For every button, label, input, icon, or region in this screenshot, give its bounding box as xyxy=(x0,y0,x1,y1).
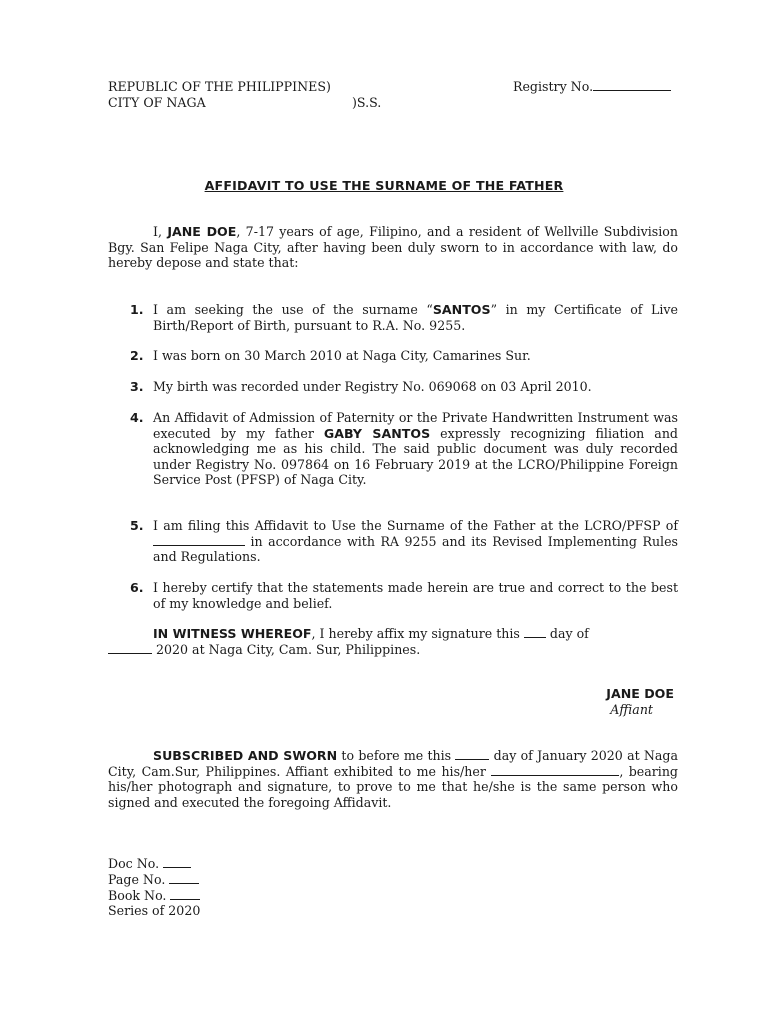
doc-no-blank xyxy=(163,856,191,868)
witness-c: 2020 at Naga City, Cam. Sur, Philippines. xyxy=(152,641,421,657)
book-no xyxy=(108,888,200,903)
item-number: 6. xyxy=(130,580,144,595)
witness-paragraph xyxy=(108,626,678,657)
doc-no-label: Doc No. xyxy=(108,856,160,871)
month-blank xyxy=(108,642,152,654)
item-number: 2. xyxy=(130,348,144,363)
registry-field xyxy=(513,79,671,94)
witness-b: day of xyxy=(545,626,589,641)
item-text-a: An Affidavit of Admission of Paternity or the Private Handwritten Instrument was executed by my father xyxy=(153,410,678,441)
item-number: 3. xyxy=(130,379,144,394)
id-blank xyxy=(491,764,619,776)
day-blank xyxy=(524,626,546,638)
witness-heading: IN WITNESS WHEREOF xyxy=(153,626,312,641)
list-item xyxy=(108,410,678,488)
witness-a: , I hereby affix my signature this xyxy=(311,626,524,641)
item-text: I was born on 30 March 2010 at Naga City, Camarines Sur. xyxy=(153,348,531,363)
jurat-b: day of January 2020 at Naga City, Cam.Sur, Philippines. Affiant exhibited to me his/her xyxy=(108,748,678,779)
item-text xyxy=(153,410,678,488)
doc-no xyxy=(108,856,191,871)
item-text xyxy=(153,518,678,565)
item-text-b: expressly recognizing filiation and acknowledging me as his child. The said public document was duly recorded under Registry No. 097864 on 16 February 2019 at the LCRO/Philippine Foreign Service Post (PFSP) of Naga City. xyxy=(153,425,678,487)
item-text-b: ” in my Certificate of Live Birth/Report of Birth, pursuant to R.A. No. 9255. xyxy=(153,302,678,333)
item-text: I hereby certify that the statements made herein are true and correct to the best of my knowledge and belief. xyxy=(153,580,678,611)
page-no-blank xyxy=(169,872,199,884)
list-item xyxy=(108,580,678,611)
affiant-name: JANE DOE xyxy=(167,224,237,239)
intro-paragraph xyxy=(108,224,678,271)
item-number: 1. xyxy=(130,302,144,317)
item-text: My birth was recorded under Registry No. 069068 on 03 April 2010. xyxy=(153,379,592,394)
jurat-heading: SUBSCRIBED AND SWORN xyxy=(153,748,338,763)
jurat-day-blank xyxy=(455,748,489,760)
item-number: 4. xyxy=(130,410,144,425)
signature-name: JANE DOE xyxy=(606,686,674,701)
list-item xyxy=(108,348,678,364)
father-name: GABY SANTOS xyxy=(323,425,431,441)
page-no xyxy=(108,872,199,887)
jurat-a: to before me this xyxy=(337,748,456,763)
book-no-blank xyxy=(170,888,200,900)
registry-blank xyxy=(593,79,671,91)
signature-role: Affiant xyxy=(610,702,653,717)
city-line: CITY OF NAGA xyxy=(108,95,206,110)
surname-santos: SANTOS xyxy=(432,302,491,317)
document-title: AFFIDAVIT TO USE THE SURNAME OF THE FATHER xyxy=(204,178,564,193)
intro-pre: I, xyxy=(153,224,168,239)
item-text xyxy=(153,302,678,333)
lcro-blank xyxy=(153,534,245,546)
item-text-a: I am seeking the use of the surname “ xyxy=(153,302,433,317)
item-number: 5. xyxy=(130,518,144,533)
jurat-paragraph xyxy=(108,748,678,810)
republic-line: REPUBLIC OF THE PHILIPPINES) xyxy=(108,79,331,94)
intro-rest: , 7-17 years of age, Filipino, and a resident of Wellville Subdivision Bgy. San Felipe Naga City, after having been duly sworn to in accordance with law, do hereby depose and state that: xyxy=(108,224,678,270)
item-text-a: I am filing this Affidavit to Use the Surname of the Father at the LCRO/PFSP of xyxy=(153,518,678,533)
registry-label: Registry No. xyxy=(513,79,594,94)
item-text-b: in accordance with RA 9255 and its Revised Implementing Rules and Regulations. xyxy=(153,533,678,564)
list-item xyxy=(108,518,678,565)
series: Series of 2020 xyxy=(108,903,201,918)
list-item xyxy=(108,379,678,395)
list-item xyxy=(108,302,678,333)
ss-marker: )S.S. xyxy=(352,95,382,110)
book-no-label: Book No. xyxy=(108,888,167,903)
page-no-label: Page No. xyxy=(108,872,166,887)
jurat-c: , bearing his/her photograph and signature, to prove to me that he/she is the same person who signed and executed the foregoing Affidavit. xyxy=(108,763,678,810)
